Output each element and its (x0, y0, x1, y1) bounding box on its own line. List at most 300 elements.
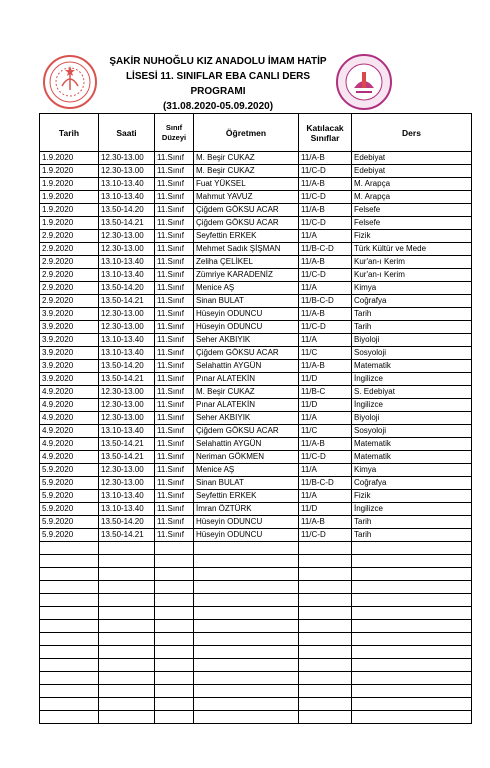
cell-classes: 11/D (299, 399, 352, 412)
empty-cell (299, 633, 352, 646)
empty-cell (352, 711, 472, 724)
cell-teacher: M. Beşir CUKAZ (194, 386, 299, 399)
cell-classes: 11/A (299, 412, 352, 425)
table-row (40, 412, 472, 425)
table-row (40, 256, 472, 269)
cell-teacher: Pınar ALATEKİN (194, 373, 299, 386)
cell-time: 12.30-13.00 (99, 308, 155, 321)
empty-cell (352, 555, 472, 568)
empty-cell (194, 711, 299, 724)
cell-lesson: Coğrafya (352, 295, 472, 308)
cell-teacher: Seyfettin ERKEK (194, 490, 299, 503)
empty-cell (40, 698, 99, 711)
empty-cell (99, 542, 155, 555)
cell-date: 4.9.2020 (40, 425, 99, 438)
table-row (40, 399, 472, 412)
column-header-lesson: Ders (352, 114, 472, 152)
ministry-logo (40, 52, 100, 112)
cell-lesson: Tarih (352, 308, 472, 321)
cell-date: 4.9.2020 (40, 451, 99, 464)
empty-cell (40, 672, 99, 685)
empty-cell (194, 633, 299, 646)
cell-time: 13.50-14.20 (99, 516, 155, 529)
cell-time: 12.30-13.00 (99, 321, 155, 334)
cell-teacher: Pınar ALATEKİN (194, 399, 299, 412)
cell-time: 13.50-14.21 (99, 438, 155, 451)
empty-cell (352, 646, 472, 659)
empty-cell (99, 711, 155, 724)
cell-teacher: Sinan BULAT (194, 295, 299, 308)
empty-cell (299, 568, 352, 581)
empty-cell (40, 659, 99, 672)
cell-time: 13.10-13.40 (99, 269, 155, 282)
table-row (40, 516, 472, 529)
cell-grade: 11.Sınıf (155, 269, 194, 282)
empty-table-row (40, 633, 472, 646)
cell-teacher: Menice AŞ (194, 282, 299, 295)
cell-classes: 11/B-C-D (299, 477, 352, 490)
cell-time: 12.30-13.00 (99, 477, 155, 490)
cell-lesson: Edebiyat (352, 152, 472, 165)
table-row (40, 152, 472, 165)
empty-cell (40, 555, 99, 568)
cell-lesson: Kimya (352, 282, 472, 295)
empty-cell (155, 568, 194, 581)
cell-lesson: Felsefe (352, 204, 472, 217)
empty-cell (40, 568, 99, 581)
empty-cell (155, 698, 194, 711)
cell-date: 2.9.2020 (40, 230, 99, 243)
cell-teacher: Hüseyin ODUNCU (194, 321, 299, 334)
cell-date: 4.9.2020 (40, 399, 99, 412)
cell-teacher: Zeliha ÇELİKEL (194, 256, 299, 269)
cell-grade: 11.Sınıf (155, 477, 194, 490)
empty-cell (194, 698, 299, 711)
empty-cell (99, 685, 155, 698)
empty-cell (194, 620, 299, 633)
empty-cell (194, 581, 299, 594)
empty-cell (352, 568, 472, 581)
empty-table-row (40, 568, 472, 581)
empty-cell (194, 542, 299, 555)
table-row (40, 165, 472, 178)
empty-cell (40, 581, 99, 594)
cell-grade: 11.Sınıf (155, 464, 194, 477)
cell-classes: 11/C (299, 425, 352, 438)
cell-time: 13.50-14.21 (99, 529, 155, 542)
cell-date: 5.9.2020 (40, 516, 99, 529)
cell-grade: 11.Sınıf (155, 360, 194, 373)
title-line-3: (31.08.2020-05.09.2020) (162, 101, 274, 112)
cell-grade: 11.Sınıf (155, 412, 194, 425)
cell-date: 3.9.2020 (40, 321, 99, 334)
cell-time: 13.50-14.20 (99, 360, 155, 373)
cell-teacher: Mahmut YAVUZ (194, 191, 299, 204)
cell-time: 12.30-13.00 (99, 464, 155, 477)
cell-lesson: İngilizce (352, 399, 472, 412)
empty-table-row (40, 698, 472, 711)
cell-teacher: M. Beşir CUKAZ (194, 152, 299, 165)
cell-classes: 11/A (299, 230, 352, 243)
cell-classes: 11/C-D (299, 165, 352, 178)
cell-lesson: M. Arapça (352, 178, 472, 191)
cell-classes: 11/A (299, 282, 352, 295)
empty-cell (40, 633, 99, 646)
cell-date: 2.9.2020 (40, 256, 99, 269)
cell-grade: 11.Sınıf (155, 230, 194, 243)
empty-cell (352, 620, 472, 633)
cell-lesson: M. Arapça (352, 191, 472, 204)
cell-grade: 11.Sınıf (155, 191, 194, 204)
cell-teacher: Mehmet Sadık ŞİŞMAN (194, 243, 299, 256)
cell-lesson: İngilizce (352, 373, 472, 386)
cell-teacher: Selahattin AYGÜN (194, 360, 299, 373)
column-header-classes: Katılacak Sınıflar (299, 114, 352, 152)
empty-table-row (40, 594, 472, 607)
cell-lesson: Matematik (352, 451, 472, 464)
empty-table-row (40, 646, 472, 659)
empty-table-row (40, 685, 472, 698)
cell-classes: 11/A-B (299, 360, 352, 373)
empty-cell (352, 594, 472, 607)
cell-grade: 11.Sınıf (155, 438, 194, 451)
empty-cell (40, 607, 99, 620)
cell-lesson: Kur'an-ı Kerim (352, 256, 472, 269)
cell-teacher: Hüseyin ODUNCU (194, 308, 299, 321)
table-row (40, 282, 472, 295)
cell-teacher: Hüseyin ODUNCU (194, 516, 299, 529)
cell-lesson: Edebiyat (352, 165, 472, 178)
empty-cell (99, 620, 155, 633)
empty-cell (352, 672, 472, 685)
table-row (40, 269, 472, 282)
empty-table-row (40, 581, 472, 594)
empty-cell (299, 711, 352, 724)
cell-lesson: Tarih (352, 321, 472, 334)
cell-classes: 11/A-B (299, 178, 352, 191)
cell-date: 4.9.2020 (40, 412, 99, 425)
cell-teacher: Sinan BULAT (194, 477, 299, 490)
empty-cell (299, 659, 352, 672)
cell-grade: 11.Sınıf (155, 243, 194, 256)
cell-grade: 11.Sınıf (155, 503, 194, 516)
document-title (100, 54, 336, 114)
empty-cell (352, 698, 472, 711)
cell-time: 13.10-13.40 (99, 503, 155, 516)
cell-grade: 11.Sınıf (155, 256, 194, 269)
cell-teacher: Çiğdem GÖKSU ACAR (194, 425, 299, 438)
empty-cell (352, 581, 472, 594)
cell-date: 5.9.2020 (40, 464, 99, 477)
empty-table-row (40, 620, 472, 633)
cell-lesson: Coğrafya (352, 477, 472, 490)
cell-time: 12.30-13.00 (99, 230, 155, 243)
empty-cell (155, 607, 194, 620)
column-header-time: Saati (99, 114, 155, 152)
empty-cell (155, 711, 194, 724)
cell-teacher: Seher AKBIYIK (194, 334, 299, 347)
cell-date: 1.9.2020 (40, 178, 99, 191)
cell-classes: 11/B-C-D (299, 243, 352, 256)
table-row (40, 464, 472, 477)
cell-date: 2.9.2020 (40, 295, 99, 308)
cell-time: 12.30-13.00 (99, 399, 155, 412)
cell-time: 12.30-13.00 (99, 165, 155, 178)
cell-lesson: Fizik (352, 490, 472, 503)
cell-date: 3.9.2020 (40, 360, 99, 373)
table-row (40, 490, 472, 503)
cell-date: 4.9.2020 (40, 386, 99, 399)
cell-time: 13.10-13.40 (99, 334, 155, 347)
cell-date: 1.9.2020 (40, 217, 99, 230)
cell-grade: 11.Sınıf (155, 165, 194, 178)
table-row (40, 503, 472, 516)
empty-cell (99, 698, 155, 711)
cell-grade: 11.Sınıf (155, 152, 194, 165)
table-row (40, 334, 472, 347)
cell-time: 13.50-14.20 (99, 282, 155, 295)
table-row (40, 360, 472, 373)
cell-teacher: M. Beşir CUKAZ (194, 165, 299, 178)
table-row (40, 243, 472, 256)
table-row (40, 425, 472, 438)
cell-date: 5.9.2020 (40, 490, 99, 503)
empty-cell (40, 685, 99, 698)
cell-teacher: Seher AKBIYIK (194, 412, 299, 425)
cell-lesson: Matematik (352, 360, 472, 373)
cell-date: 1.9.2020 (40, 204, 99, 217)
cell-classes: 11/C-D (299, 191, 352, 204)
empty-cell (299, 581, 352, 594)
cell-time: 13.50-14.21 (99, 451, 155, 464)
empty-cell (99, 555, 155, 568)
cell-time: 13.50-14.21 (99, 295, 155, 308)
empty-cell (40, 620, 99, 633)
empty-cell (155, 620, 194, 633)
empty-cell (99, 568, 155, 581)
empty-cell (155, 633, 194, 646)
empty-table-row (40, 659, 472, 672)
empty-cell (194, 659, 299, 672)
cell-time: 12.30-13.00 (99, 412, 155, 425)
cell-teacher: Neriman GÖKMEN (194, 451, 299, 464)
empty-table-row (40, 607, 472, 620)
cell-classes: 11/A-B (299, 308, 352, 321)
empty-cell (194, 685, 299, 698)
column-header-teacher: Öğretmen (194, 114, 299, 152)
cell-classes: 11/A-B (299, 438, 352, 451)
cell-date: 1.9.2020 (40, 152, 99, 165)
cell-grade: 11.Sınıf (155, 386, 194, 399)
cell-lesson: Biyoloji (352, 334, 472, 347)
cell-classes: 11/C-D (299, 529, 352, 542)
cell-teacher: Hüseyin ODUNCU (194, 529, 299, 542)
cell-time: 13.50-14.21 (99, 373, 155, 386)
cell-time: 13.10-13.40 (99, 347, 155, 360)
table-row (40, 204, 472, 217)
cell-teacher: Menice AŞ (194, 464, 299, 477)
empty-cell (194, 594, 299, 607)
cell-date: 5.9.2020 (40, 477, 99, 490)
empty-cell (155, 555, 194, 568)
cell-teacher: Çiğdem GÖKSU ACAR (194, 347, 299, 360)
cell-time: 13.10-13.40 (99, 178, 155, 191)
table-row (40, 321, 472, 334)
cell-lesson: Tarih (352, 516, 472, 529)
cell-teacher: Çiğdem GÖKSU ACAR (194, 204, 299, 217)
cell-teacher: İmran ÖZTÜRK (194, 503, 299, 516)
empty-cell (299, 594, 352, 607)
cell-classes: 11/A (299, 334, 352, 347)
cell-lesson: Felsefe (352, 217, 472, 230)
cell-lesson: Matematik (352, 438, 472, 451)
cell-lesson: Tarih (352, 529, 472, 542)
cell-lesson: Kur'an-ı Kerim (352, 269, 472, 282)
cell-lesson: İngilizce (352, 503, 472, 516)
empty-cell (299, 555, 352, 568)
empty-cell (194, 568, 299, 581)
cell-lesson: Kimya (352, 464, 472, 477)
table-body (40, 152, 472, 724)
cell-date: 3.9.2020 (40, 347, 99, 360)
empty-cell (155, 542, 194, 555)
cell-classes: 11/C-D (299, 321, 352, 334)
cell-time: 13.50-14.20 (99, 204, 155, 217)
cell-lesson: Biyoloji (352, 412, 472, 425)
cell-grade: 11.Sınıf (155, 204, 194, 217)
cell-classes: 11/A-B (299, 516, 352, 529)
cell-grade: 11.Sınıf (155, 425, 194, 438)
empty-cell (299, 672, 352, 685)
empty-table-row (40, 542, 472, 555)
cell-classes: 11/C-D (299, 217, 352, 230)
empty-cell (40, 711, 99, 724)
empty-cell (99, 659, 155, 672)
empty-cell (155, 581, 194, 594)
cell-date: 5.9.2020 (40, 503, 99, 516)
table-row (40, 373, 472, 386)
cell-classes: 11/C-D (299, 269, 352, 282)
cell-date: 1.9.2020 (40, 191, 99, 204)
cell-time: 12.30-13.00 (99, 152, 155, 165)
empty-cell (155, 594, 194, 607)
cell-time: 12.30-13.00 (99, 386, 155, 399)
table-row (40, 308, 472, 321)
cell-date: 2.9.2020 (40, 243, 99, 256)
empty-cell (352, 542, 472, 555)
cell-lesson: Türk Kültür ve Mede (352, 243, 472, 256)
cell-teacher: Zümriye KARADENİZ (194, 269, 299, 282)
table-row (40, 191, 472, 204)
cell-grade: 11.Sınıf (155, 373, 194, 386)
cell-lesson: Fizik (352, 230, 472, 243)
cell-time: 13.10-13.40 (99, 425, 155, 438)
table-row (40, 386, 472, 399)
cell-date: 3.9.2020 (40, 334, 99, 347)
cell-lesson: Sosyoloji (352, 347, 472, 360)
empty-cell (194, 646, 299, 659)
cell-time: 13.10-13.40 (99, 490, 155, 503)
school-logo (334, 52, 394, 112)
empty-cell (155, 685, 194, 698)
table-row (40, 295, 472, 308)
cell-time: 13.10-13.40 (99, 256, 155, 269)
empty-cell (99, 581, 155, 594)
cell-classes: 11/A-B (299, 256, 352, 269)
cell-lesson: Sosyoloji (352, 425, 472, 438)
cell-date: 3.9.2020 (40, 308, 99, 321)
empty-cell (299, 698, 352, 711)
cell-classes: 11/A-B (299, 152, 352, 165)
cell-grade: 11.Sınıf (155, 321, 194, 334)
cell-classes: 11/D (299, 373, 352, 386)
empty-cell (155, 659, 194, 672)
cell-classes: 11/A-B (299, 204, 352, 217)
empty-table-row (40, 672, 472, 685)
cell-date: 2.9.2020 (40, 269, 99, 282)
cell-date: 1.9.2020 (40, 165, 99, 178)
cell-lesson: S. Edebiyat (352, 386, 472, 399)
empty-cell (299, 620, 352, 633)
empty-cell (40, 646, 99, 659)
title-line-1: ŞAKİR NUHOĞLU KIZ ANADOLU İMAM HATİP (109, 56, 327, 67)
empty-cell (352, 607, 472, 620)
cell-grade: 11.Sınıf (155, 295, 194, 308)
cell-classes: 11/D (299, 503, 352, 516)
empty-cell (194, 672, 299, 685)
cell-classes: 11/A (299, 490, 352, 503)
empty-cell (40, 594, 99, 607)
column-header-date: Tarih (40, 114, 99, 152)
cell-time: 12.30-13.00 (99, 243, 155, 256)
table-row (40, 178, 472, 191)
empty-cell (194, 607, 299, 620)
empty-cell (299, 542, 352, 555)
column-header-grade: Sınıf Düzeyi (155, 114, 194, 152)
cell-date: 5.9.2020 (40, 529, 99, 542)
empty-table-row (40, 711, 472, 724)
cell-time: 13.50-14.21 (99, 217, 155, 230)
table-row (40, 438, 472, 451)
cell-teacher: Selahattin AYGÜN (194, 438, 299, 451)
empty-cell (352, 659, 472, 672)
cell-date: 3.9.2020 (40, 373, 99, 386)
cell-classes: 11/C-D (299, 451, 352, 464)
cell-grade: 11.Sınıf (155, 529, 194, 542)
cell-grade: 11.Sınıf (155, 399, 194, 412)
empty-cell (299, 685, 352, 698)
cell-teacher: Çiğdem GÖKSU ACAR (194, 217, 299, 230)
cell-grade: 11.Sınıf (155, 490, 194, 503)
cell-grade: 11.Sınıf (155, 282, 194, 295)
empty-cell (99, 594, 155, 607)
cell-grade: 11.Sınıf (155, 347, 194, 360)
cell-grade: 11.Sınıf (155, 217, 194, 230)
cell-teacher: Seyfettin ERKEK (194, 230, 299, 243)
table-row (40, 230, 472, 243)
empty-cell (99, 607, 155, 620)
empty-cell (299, 646, 352, 659)
cell-classes: 11/B-C-D (299, 295, 352, 308)
cell-classes: 11/B-C (299, 386, 352, 399)
cell-date: 2.9.2020 (40, 282, 99, 295)
cell-grade: 11.Sınıf (155, 451, 194, 464)
cell-teacher: Fuat YÜKSEL (194, 178, 299, 191)
empty-cell (99, 633, 155, 646)
table-row (40, 347, 472, 360)
title-line-2: LİSESİ 11. SINIFLAR EBA CANLI DERS PROGRAMI (125, 71, 311, 97)
cell-classes: 11/C (299, 347, 352, 360)
